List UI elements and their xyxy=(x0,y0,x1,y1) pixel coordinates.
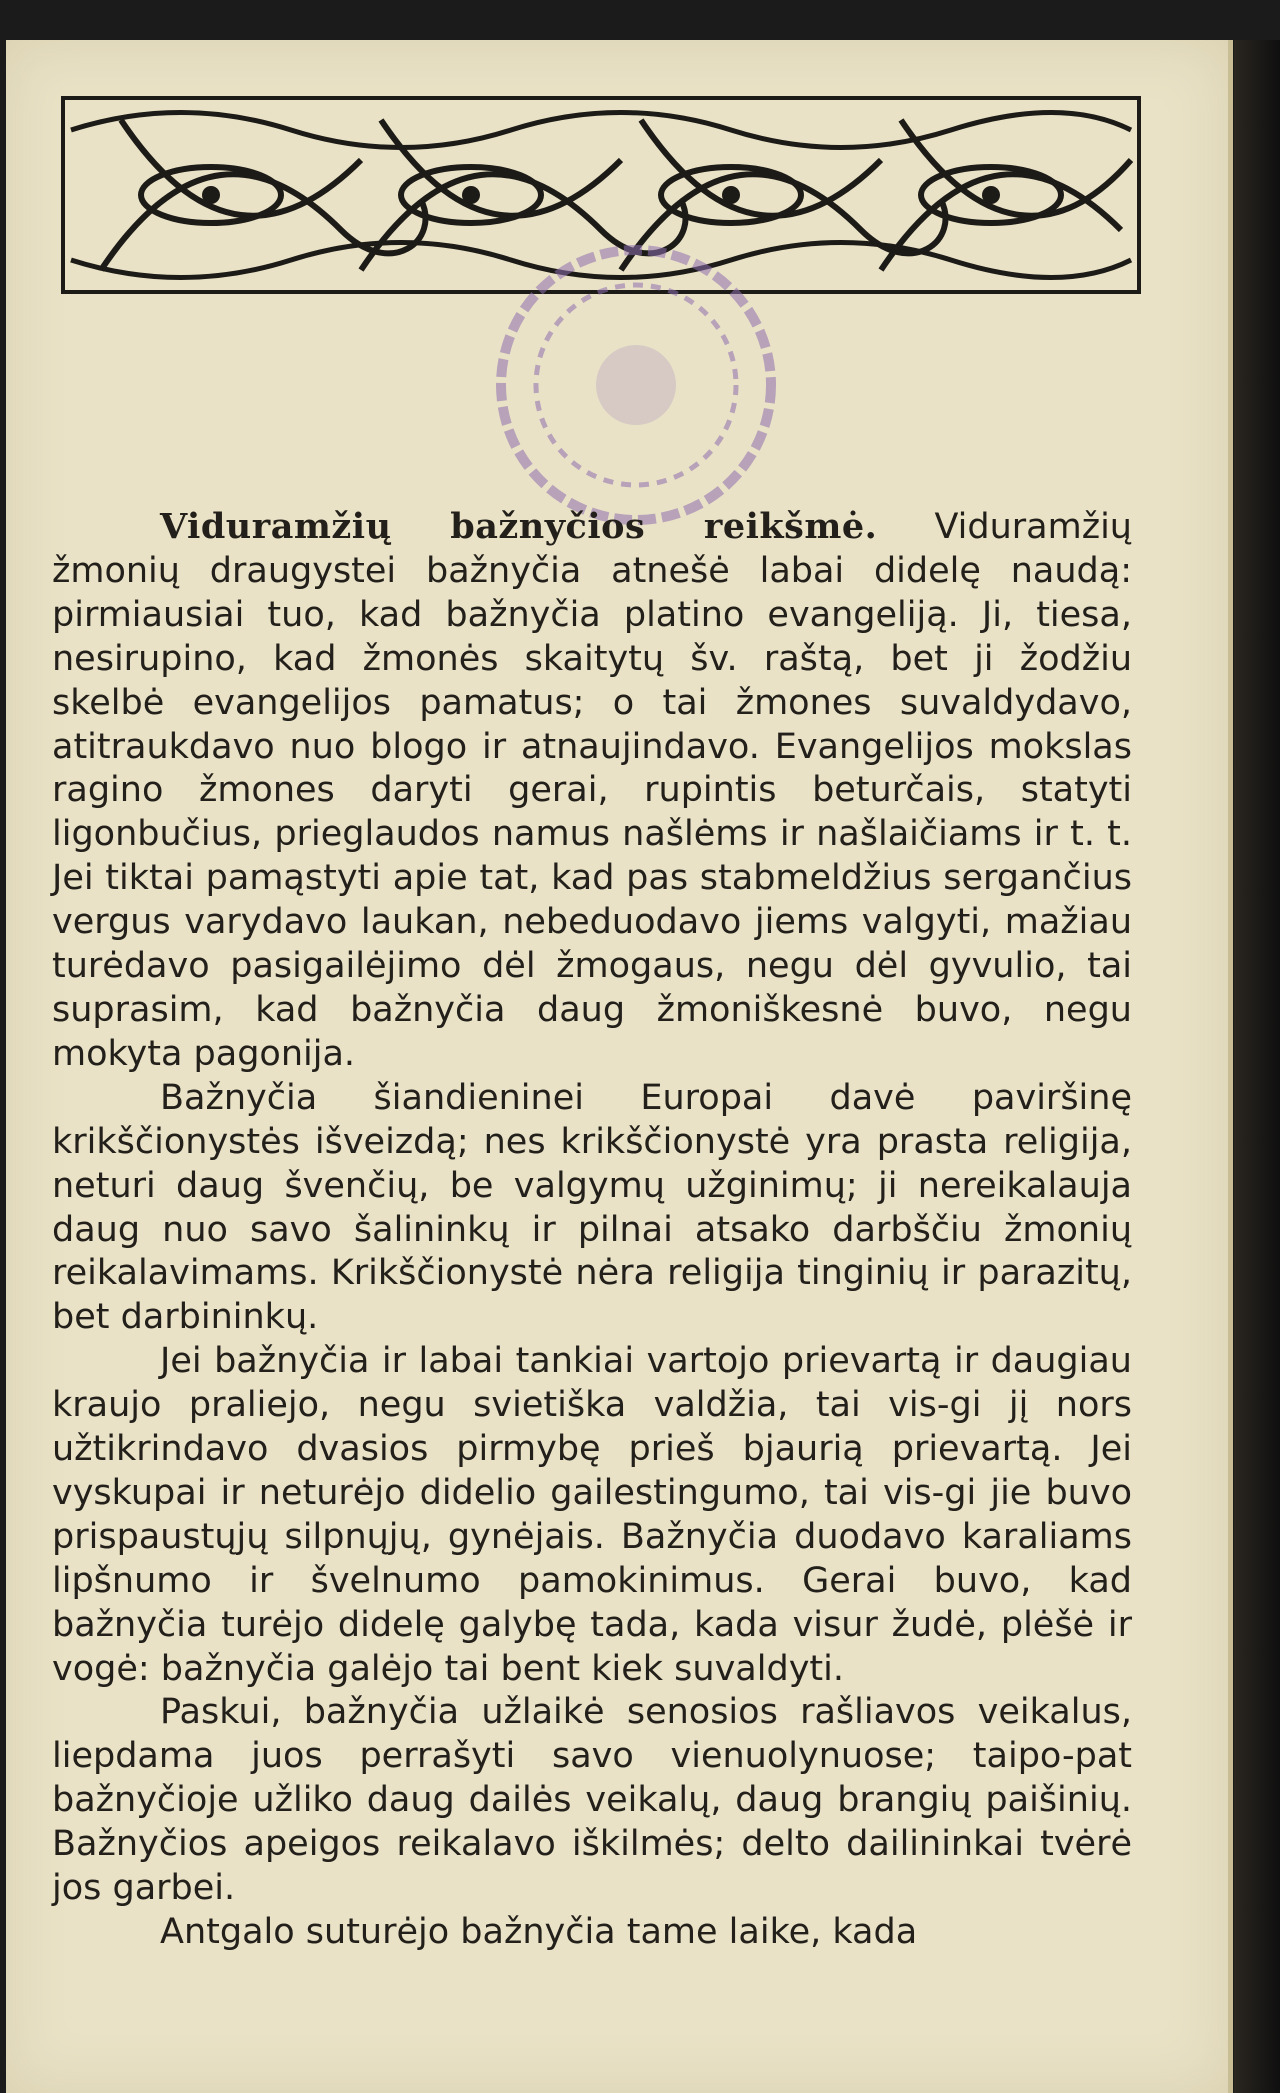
paragraph: Bažnyčia šiandieninei Europai davė paviršinę krikščionystės išveizdą; nes krikščionystė yra prasta religija, neturi daug švenčių, be valgymų užginimų; ji nereikalauja daug nuo savo šalininkų ir pilnai atsako darbščiu žmonių reikalavimams. Krikščionystė nėra religija tinginių ir parazitų, bet darbininkų. xyxy=(52,1077,1132,1338)
book-binding-edge xyxy=(1234,40,1280,2093)
book-page xyxy=(6,40,1233,2093)
paragraph: Jei bažnyčia ir labai tankiai vartojo prievartą ir daugiau kraujo praliejo, negu svietiška valdžia, tai vis-gi jį nors užtikrindavo dvasios pirmybę prieš bjaurią prievartą. Jei vyskupai ir neturėjo didelio gailestingumo, tai vis-gi jie buvo prispaustųjų silpnųjų, gynėjais. Bažnyčia duodavo karaliams lipšnumo ir švelnumo pamokinimus. Gerai buvo, kad bažnyčia turėjo didelę galybę tada, kada visur žudė, plėšė ir vogė: bažnyčia galėjo tai bent kiek suvaldyti. xyxy=(52,1341,1132,1689)
paragraph-text: Viduramžių žmonių draugystei bažnyčia atnešė labai didelę naudą: pirmiausiai tuo, kad bažnyčia platino evangeliją. Ji, tiesa, nesirupino, kad žmonės skaitytų šv. raštą, bet ji žodžiu skelbė evangelijos pamatus; o tai žmones suvaldydavo, atitraukdavo nuo blogo ir atnaujindavo. Evangelijos mokslas ragino žmones daryti gerai, rupintis beturčais, statyti ligonbučius, prieglaudos namus našlėms ir našlaičiams ir t. t. Jei tiktai pamąstyti apie tat, kad pas stabmeldžius sergančius vergus varydavo laukan, nebeduodavo jiems valgyti, mažiau turėdavo pasigailėjimo dėl žmogaus, negu dėl gyvulio, tai suprasim, kad bažnyčia daug žmoniškesnė buvo, negu mokyta pagonija. xyxy=(52,507,1132,1074)
paragraph: Paskui, bažnyčia užlaikė senosios rašliavos veikalus, liepdama juos perrašyti savo vienuolynuose; taipo-pat bažnyčioje užliko daug dailės veikalų, daug brangių paišinių. Bažnyčios apeigos reikalavo iškilmės; delto dailininkai tvėrė jos garbei. xyxy=(52,1692,1132,1909)
paragraph: Antgalo suturėjo bažnyčia tame laike, kada xyxy=(160,1912,918,1952)
section-title: Viduramžių bažnyčios reikšmė. xyxy=(160,506,878,547)
paragraph xyxy=(52,505,1132,1077)
article-body xyxy=(52,505,1132,1955)
circular-library-stamp-icon xyxy=(426,240,846,530)
